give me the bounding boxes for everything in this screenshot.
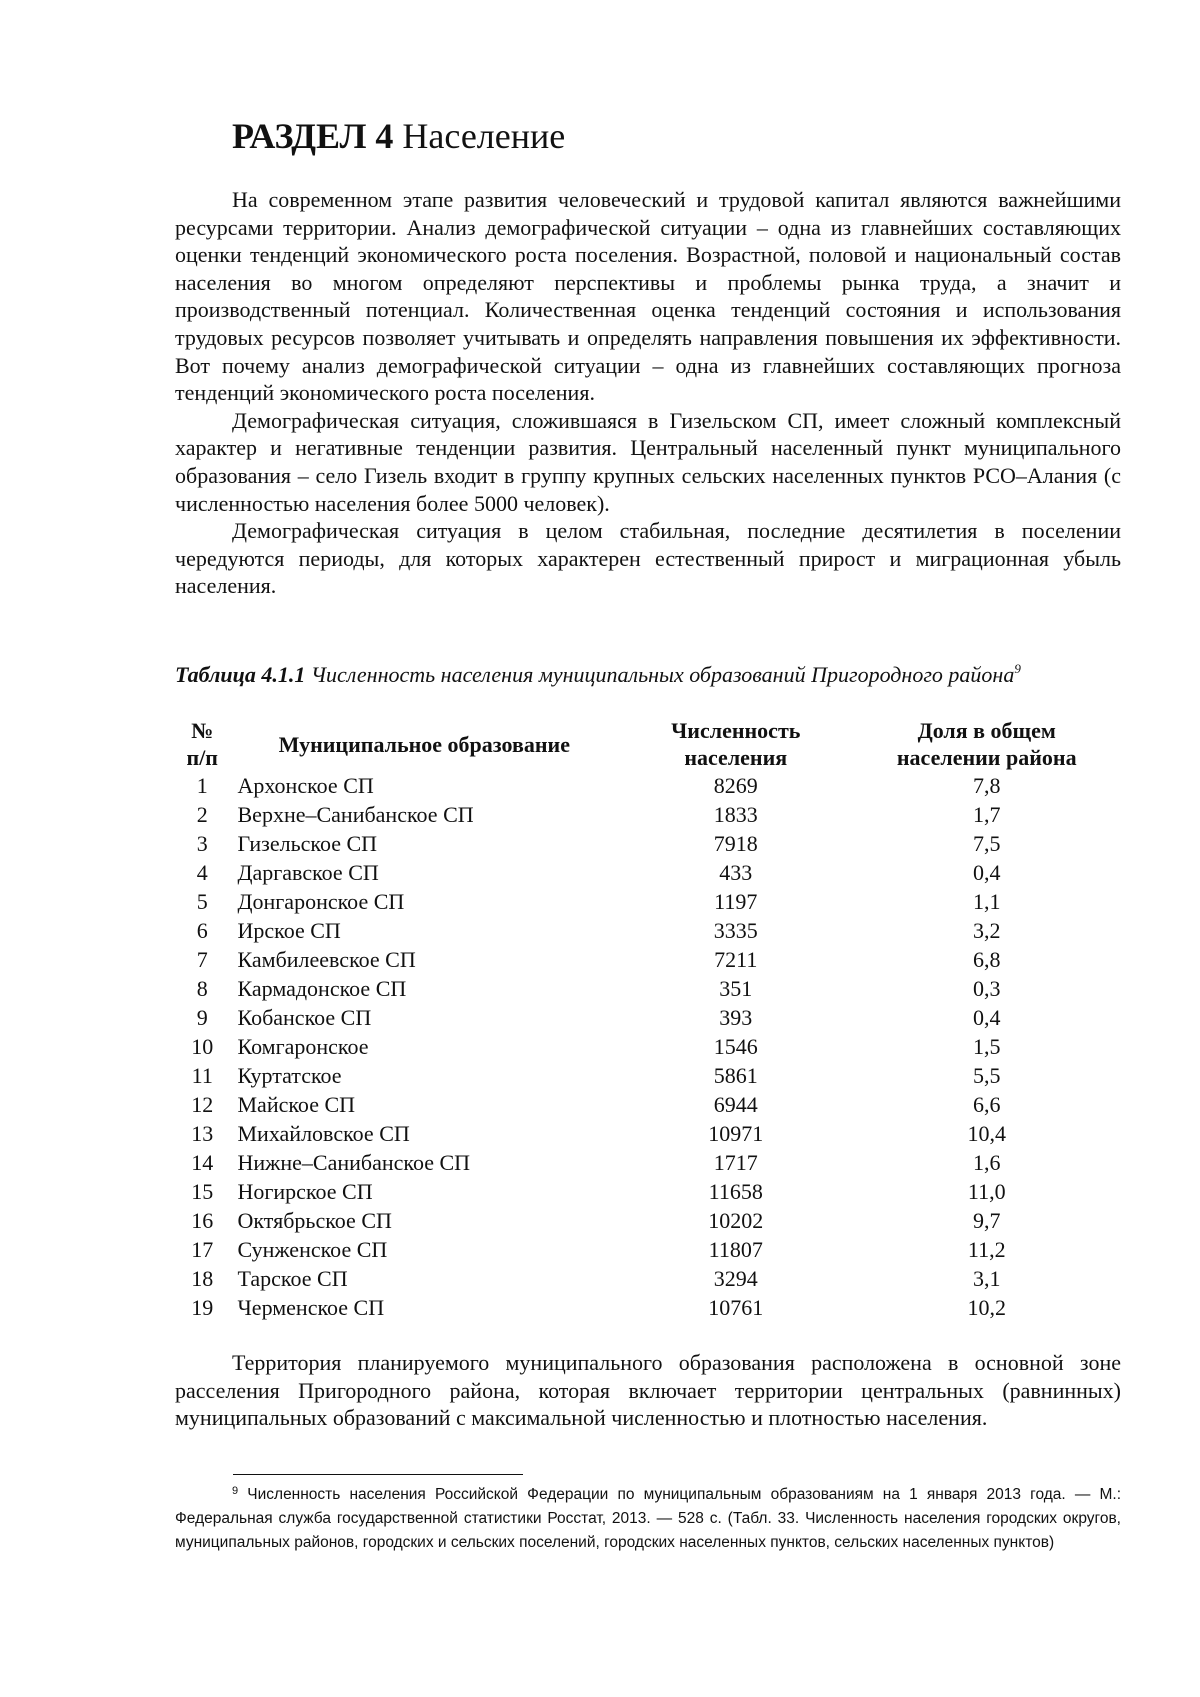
table-row <box>175 771 1121 800</box>
row-share: 0,4 <box>972 860 1001 885</box>
row-num: 6 <box>196 918 208 943</box>
row-share: 6,6 <box>972 1092 1001 1117</box>
table-caption <box>175 660 1135 690</box>
paragraph: Демографическая ситуация, сложившаяся в Гизельском СП, имеет сложный комплексный характер и негативные тенденции развития. Центральный населенный пункт муниципального образования – село Гизель входит в группу крупных сельских населенных пунктов РСО–Алания (с численностью населения более 5000 человек). <box>175 407 1121 516</box>
table-row <box>175 858 1121 887</box>
row-num: 16 <box>191 1208 214 1233</box>
header-population <box>619 717 852 771</box>
row-name: Черменское СП <box>237 1295 385 1320</box>
row-population: 1717 <box>713 1150 758 1175</box>
header-num <box>175 717 230 771</box>
row-population: 8269 <box>713 773 758 798</box>
row-name: Нижне–Санибанское СП <box>237 1150 471 1175</box>
row-name: Михайловское СП <box>237 1121 410 1146</box>
table-row <box>175 1148 1121 1177</box>
row-num: 1 <box>196 773 208 798</box>
table-header-row <box>175 717 1121 771</box>
table-row <box>175 887 1121 916</box>
table-row <box>175 1061 1121 1090</box>
population-table <box>175 717 1121 1322</box>
row-name: Сунженское СП <box>237 1237 388 1262</box>
row-num: 9 <box>196 1005 208 1030</box>
table-row <box>175 1177 1121 1206</box>
table-row <box>175 800 1121 829</box>
row-population: 3335 <box>713 918 758 943</box>
table-row <box>175 1206 1121 1235</box>
row-share: 3,2 <box>972 918 1001 943</box>
header-num-line2: п/п <box>186 745 218 770</box>
header-share <box>852 717 1121 771</box>
row-name: Архонское СП <box>237 773 374 798</box>
row-share: 0,4 <box>972 1005 1001 1030</box>
row-num: 14 <box>191 1150 214 1175</box>
row-population: 5861 <box>713 1063 758 1088</box>
intro-text <box>175 186 1121 600</box>
row-population: 1197 <box>714 889 758 914</box>
row-num: 13 <box>191 1121 214 1146</box>
row-share: 7,5 <box>972 831 1001 856</box>
table-row <box>175 916 1121 945</box>
row-num: 7 <box>196 947 208 972</box>
header-name: Муниципальное образование <box>278 731 570 757</box>
row-share: 11,2 <box>967 1237 1006 1262</box>
row-name: Ногирское СП <box>237 1179 373 1204</box>
row-share: 9,7 <box>972 1208 1001 1233</box>
row-share: 10,4 <box>967 1121 1006 1146</box>
table-row <box>175 1235 1121 1264</box>
table-row <box>175 829 1121 858</box>
table-row <box>175 945 1121 974</box>
outro-text <box>175 1349 1121 1432</box>
footnote <box>175 1483 1121 1555</box>
row-name: Донгаронское СП <box>237 889 405 914</box>
row-name: Даргавское СП <box>237 860 379 885</box>
header-population-line2: населения <box>684 745 788 770</box>
row-share: 0,3 <box>972 976 1001 1001</box>
row-name: Тарское СП <box>237 1266 348 1291</box>
row-population: 7211 <box>714 947 758 972</box>
paragraph: Демографическая ситуация в целом стабильная, последние десятилетия в поселении чередуются периоды, для которых характерен естественный прирост и миграционная убыль населения. <box>175 518 1121 599</box>
row-num: 5 <box>196 889 208 914</box>
row-name: Верхне–Санибанское СП <box>237 802 474 827</box>
footnote-ref: 9 <box>1014 661 1021 676</box>
table-row <box>175 1264 1121 1293</box>
row-num: 17 <box>191 1237 214 1262</box>
row-share: 11,0 <box>967 1179 1006 1204</box>
row-share: 6,8 <box>972 947 1001 972</box>
row-name: Октябрьское СП <box>237 1208 392 1233</box>
row-name: Комгаронское <box>237 1034 369 1059</box>
row-name: Кармадонское СП <box>237 976 407 1001</box>
section-heading <box>232 112 565 160</box>
row-share: 7,8 <box>972 773 1001 798</box>
row-population: 1833 <box>713 802 758 827</box>
table-row <box>175 1090 1121 1119</box>
row-population: 10202 <box>708 1208 764 1233</box>
row-num: 2 <box>196 802 208 827</box>
section-heading-number: РАЗДЕЛ 4 <box>232 116 394 156</box>
row-share: 1,1 <box>972 889 1001 914</box>
row-population: 11658 <box>708 1179 763 1204</box>
header-num-line1: № <box>191 718 214 743</box>
row-population: 11807 <box>708 1237 763 1262</box>
row-share: 1,6 <box>972 1150 1001 1175</box>
header-share-line2: населении района <box>896 745 1077 770</box>
row-num: 19 <box>191 1295 214 1320</box>
row-population: 433 <box>719 860 753 885</box>
table-body <box>175 771 1121 1322</box>
row-population: 10971 <box>708 1121 764 1146</box>
row-population: 393 <box>719 1005 753 1030</box>
table-row <box>175 1003 1121 1032</box>
row-share: 5,5 <box>972 1063 1001 1088</box>
row-num: 18 <box>191 1266 214 1291</box>
row-population: 6944 <box>713 1092 758 1117</box>
row-name: Гизельское СП <box>237 831 378 856</box>
row-name: Майское СП <box>237 1092 356 1117</box>
table-caption-text: Численность населения муниципальных образований Пригородного района <box>310 662 1015 687</box>
row-num: 11 <box>191 1063 213 1088</box>
row-share: 10,2 <box>967 1295 1006 1320</box>
footnote-number: 9 <box>232 1485 239 1497</box>
table-caption-label: Таблица 4.1.1 <box>175 662 306 687</box>
row-name: Кобанское СП <box>237 1005 372 1030</box>
paragraph: На современном этапе развития человеческий и трудовой капитал являются важнейшими ресурсами территории. Анализ демографической ситуации – одна из главнейших составляющих оценки тенденций экономического роста поселения. Возрастной, половой и национальный состав населения во многом определяют перспективы и проблемы рынка труда, а значит и производственный потенциал. Количественная оценка тенденций состояния и использования трудовых ресурсов позволяет учитывать и определять направления повышения их эффективности. Вот почему анализ демографической ситуации – одна из главнейших составляющих прогноза тенденций экономического роста поселения. <box>175 187 1121 406</box>
section-heading-title: Население <box>402 116 566 156</box>
row-share: 3,1 <box>972 1266 1001 1291</box>
row-name: Куртатское <box>237 1063 342 1088</box>
table-row <box>175 1119 1121 1148</box>
footnote-divider <box>233 1474 523 1475</box>
row-name: Камбилеевское СП <box>237 947 416 972</box>
header-share-line1: Доля в общем <box>917 718 1056 743</box>
table-row <box>175 1293 1121 1322</box>
row-num: 15 <box>191 1179 214 1204</box>
row-population: 351 <box>719 976 753 1001</box>
footnote-text: Численность населения Российской Федерации по муниципальным образованиям на 1 января 2013 года. — М.: Федеральная служба государственной статистики Росстат, 2013. — 528 с. (Табл. 33. Численность населения городских округов, муниципальных районов, городских и сельских поселений, городских населенных пунктов, сельских населенных пунктов) <box>175 1486 1121 1551</box>
row-num: 3 <box>196 831 208 856</box>
row-share: 1,5 <box>972 1034 1001 1059</box>
table-row <box>175 1032 1121 1061</box>
paragraph: Территория планируемого муниципального образования расположена в основной зоне расселения Пригородного района, которая включает территории центральных (равнинных) муниципальных образований с максимальной численностью и плотностью населения. <box>175 1350 1121 1431</box>
row-population: 1546 <box>713 1034 758 1059</box>
row-population: 3294 <box>713 1266 758 1291</box>
row-num: 12 <box>191 1092 214 1117</box>
row-num: 4 <box>196 860 208 885</box>
row-share: 1,7 <box>972 802 1001 827</box>
row-num: 8 <box>196 976 208 1001</box>
row-population: 10761 <box>708 1295 764 1320</box>
row-num: 10 <box>191 1034 214 1059</box>
row-population: 7918 <box>713 831 758 856</box>
table-row <box>175 974 1121 1003</box>
header-population-line1: Численность <box>671 718 801 743</box>
row-name: Ирское СП <box>237 918 341 943</box>
